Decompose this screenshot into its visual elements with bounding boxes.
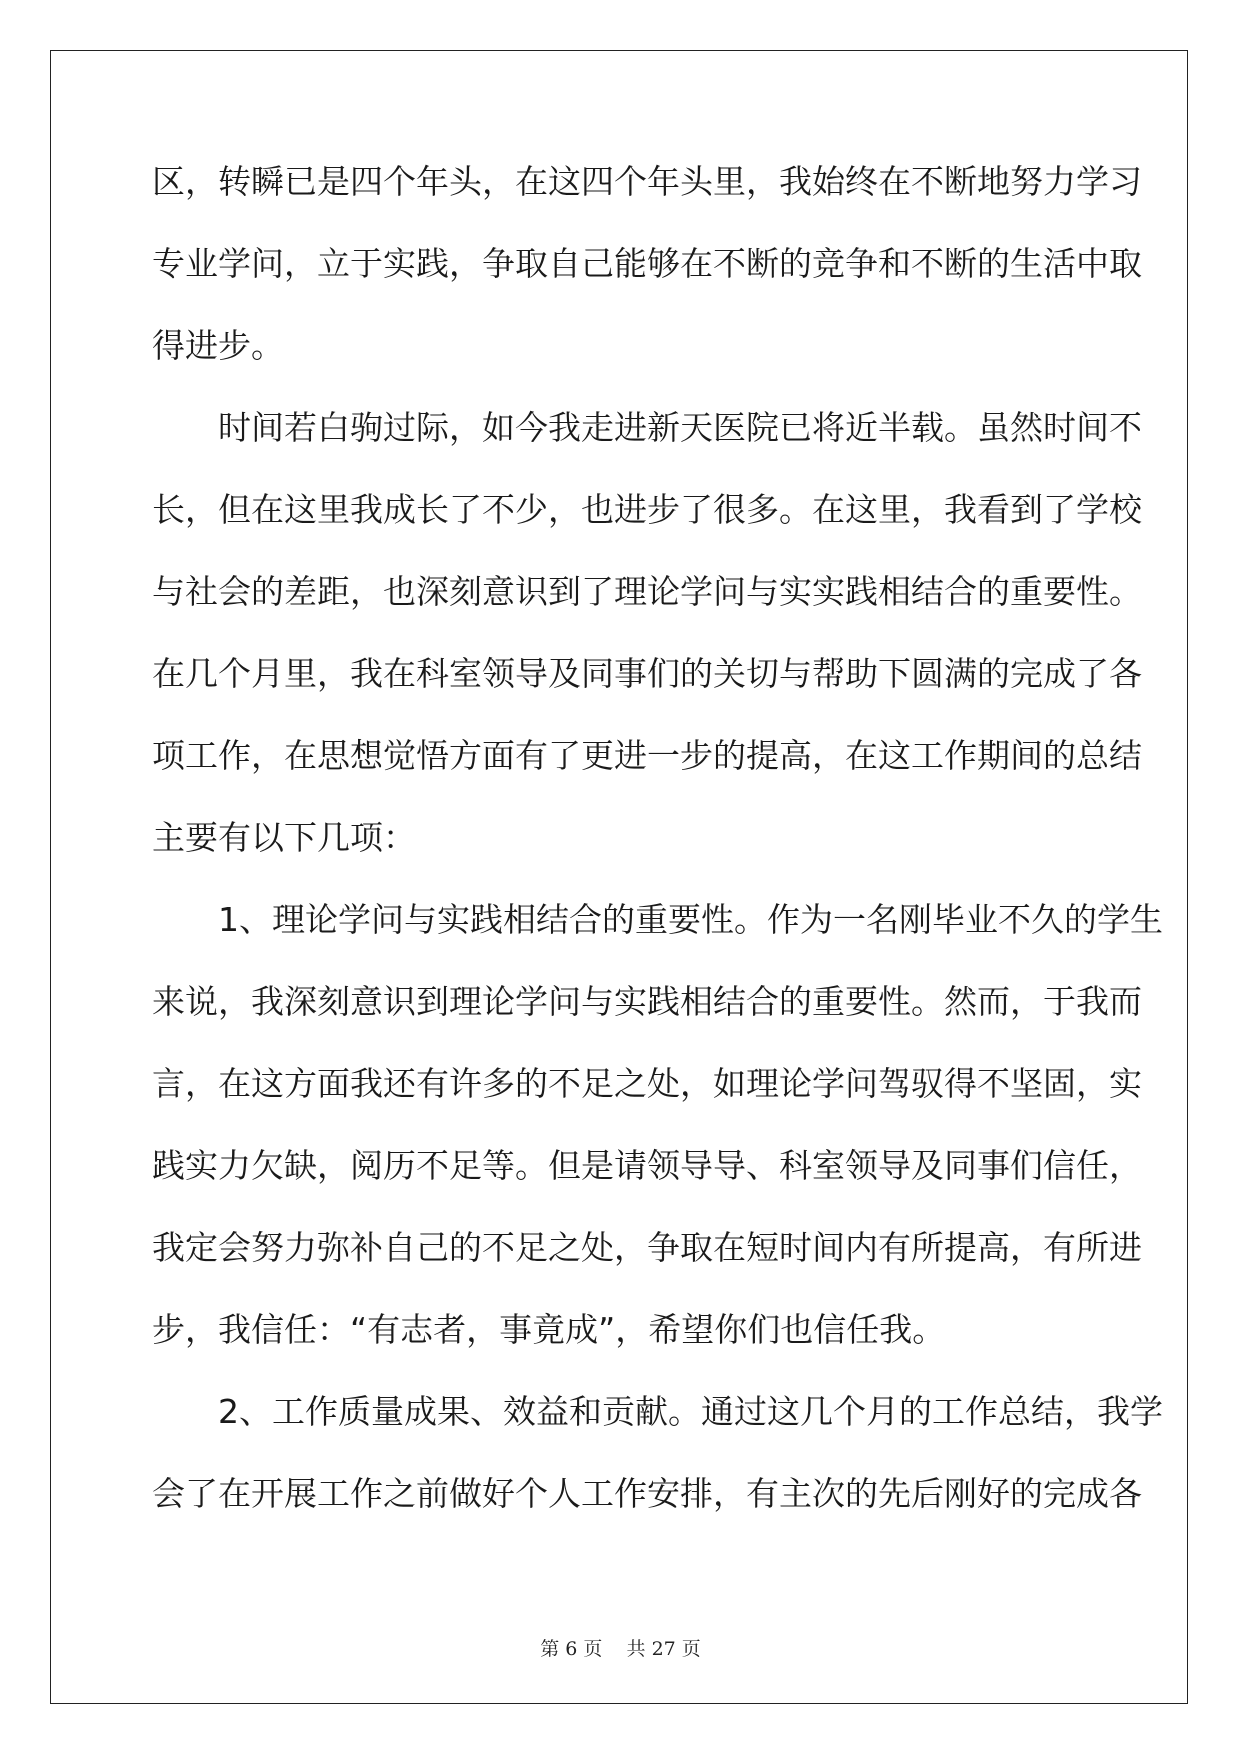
- text-line: 得进步。: [152, 326, 284, 365]
- page-number-current: 第 6 页: [540, 1638, 603, 1660]
- text-line: 2、工作质量成果、效益和贡献。通过这几个月的工作总结，我学: [218, 1392, 1163, 1431]
- text-line: 区，转瞬已是四个年头，在这四个年头里，我始终在不断地努力学习: [152, 162, 1142, 201]
- text-line: 长，但在这里我成长了不少，也进步了很多。在这里，我看到了学校: [152, 490, 1142, 529]
- page-number-total: 共 27 页: [626, 1638, 701, 1660]
- text-line: 会了在开展工作之前做好个人工作安排，有主次的先后刚好的完成各: [152, 1474, 1142, 1513]
- text-line: 时间若白驹过际，如今我走进新天医院已将近半载。虽然时间不: [218, 408, 1142, 447]
- text-line: 与社会的差距，也深刻意识到了理论学问与实实践相结合的重要性。: [152, 572, 1142, 611]
- text-line: 来说，我深刻意识到理论学问与实践相结合的重要性。然而，于我而: [152, 982, 1142, 1021]
- text-line: 主要有以下几项：: [152, 818, 416, 857]
- text-line: 1、理论学问与实践相结合的重要性。作为一名刚毕业不久的学生: [218, 900, 1163, 939]
- text-line: 践实力欠缺，阅历不足等。但是请领导导、科室领导及同事们信任，: [152, 1146, 1142, 1185]
- text-line: 我定会努力弥补自己的不足之处，争取在短时间内有所提高，有所进: [152, 1228, 1142, 1267]
- text-line: 言，在这方面我还有许多的不足之处，如理论学问驾驭得不坚固，实: [152, 1064, 1142, 1103]
- text-line: 在几个月里，我在科室领导及同事们的关切与帮助下圆满的完成了各: [152, 654, 1142, 693]
- text-line: 步，我信任：“有志者，事竟成”，希望你们也信任我。: [152, 1310, 946, 1349]
- text-line: 专业学问，立于实践，争取自己能够在不断的竞争和不断的生活中取: [152, 244, 1142, 283]
- document-body: [152, 152, 1163, 1546]
- page-footer: [0, 1634, 1241, 1661]
- text-line: 项工作，在思想觉悟方面有了更进一步的提高，在这工作期间的总结: [152, 736, 1142, 775]
